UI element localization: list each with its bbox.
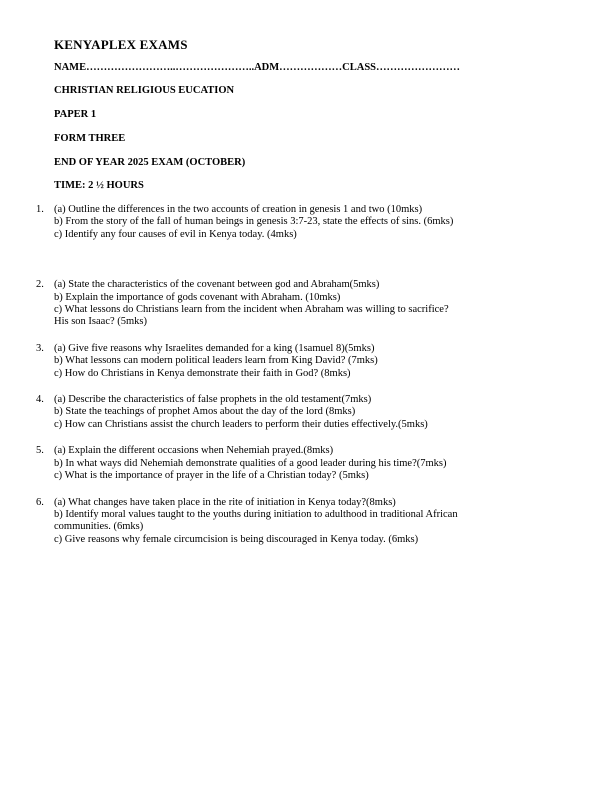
question-number: 2. — [36, 279, 44, 291]
question-line: (a) What changes have taken place in the rite of initiation in Kenya today?(8mks) — [54, 496, 396, 508]
question-line: c) Give reasons why female circumcision is being discouraged in Kenya today. (6mks) — [54, 533, 419, 545]
question-line: (a) Describe the characteristics of false prophets in the old testament(7mks) — [54, 394, 372, 406]
question-line: b) State the teachings of prophet Amos about the day of the lord (8mks) — [54, 406, 356, 418]
question-line: c) How do Christians in Kenya demonstrate their faith in God? (8mks) — [54, 367, 351, 379]
exam-heading: END OF YEAR 2025 EXAM (OCTOBER) — [54, 157, 246, 168]
name-adm-class-line: NAME……………………..…………………..ADM………………CLASS…………………… — [54, 62, 461, 73]
question-1 — [0, 204, 612, 241]
question-number: 1. — [36, 204, 44, 215]
question-line: c) Identify any four causes of evil in Kenya today. (4mks) — [54, 228, 297, 240]
question-line: c) What lessons do Christians learn from the incident when Abraham was willing to sacrifice? — [54, 304, 449, 316]
exam-title: KENYAPLEX EXAMS — [54, 37, 188, 52]
question-4 — [0, 394, 612, 431]
question-line: b) From the story of the fall of human beings in genesis 3:7-23, state the effects of sins. (6mks) — [54, 216, 454, 228]
question-line: communities. (6mks) — [54, 521, 144, 533]
question-number: 3. — [36, 342, 44, 354]
question-5 — [0, 445, 612, 482]
question-line: (a) Give five reasons why Israelites demanded for a king (1samuel 8)(5mks) — [54, 342, 375, 354]
question-line: (a) State the characteristics of the covenant between god and Abraham(5mks) — [54, 279, 380, 291]
question-line: His son Isaac? (5mks) — [54, 316, 148, 328]
paper-heading: PAPER 1 — [54, 109, 97, 120]
subject-heading: CHRISTIAN RELIGIOUS EUCATION — [54, 85, 235, 96]
question-2 — [0, 279, 612, 329]
question-number: 6. — [36, 496, 44, 508]
questions-list — [0, 204, 612, 546]
question-line: b) Explain the importance of gods covenant with Abraham. (10mks) — [54, 291, 341, 303]
time-heading: TIME: 2 ½ HOURS — [54, 180, 144, 191]
question-line: b) Identify moral values taught to the youths during initiation to adulthood in traditional African — [54, 508, 458, 520]
question-number: 4. — [36, 394, 44, 406]
question-line: b) What lessons can modern political leaders learn from King David? (7mks) — [54, 355, 378, 367]
question-line: (a) Outline the differences in the two accounts of creation in genesis 1 and two (10mks) — [54, 204, 423, 215]
form-heading: FORM THREE — [54, 133, 126, 144]
question-line: b) In what ways did Nehemiah demonstrate qualities of a good leader during his time?(7mks) — [54, 457, 447, 469]
question-3 — [0, 343, 612, 380]
question-number: 5. — [36, 445, 44, 457]
question-line: (a) Explain the different occasions when Nehemiah prayed.(8mks) — [54, 445, 334, 457]
question-6 — [0, 497, 612, 547]
question-line: c) What is the importance of prayer in the life of a Christian today? (5mks) — [54, 470, 369, 482]
question-line: c) How can Christians assist the church leaders to perform their duties effectively.(5mks) — [54, 418, 428, 430]
